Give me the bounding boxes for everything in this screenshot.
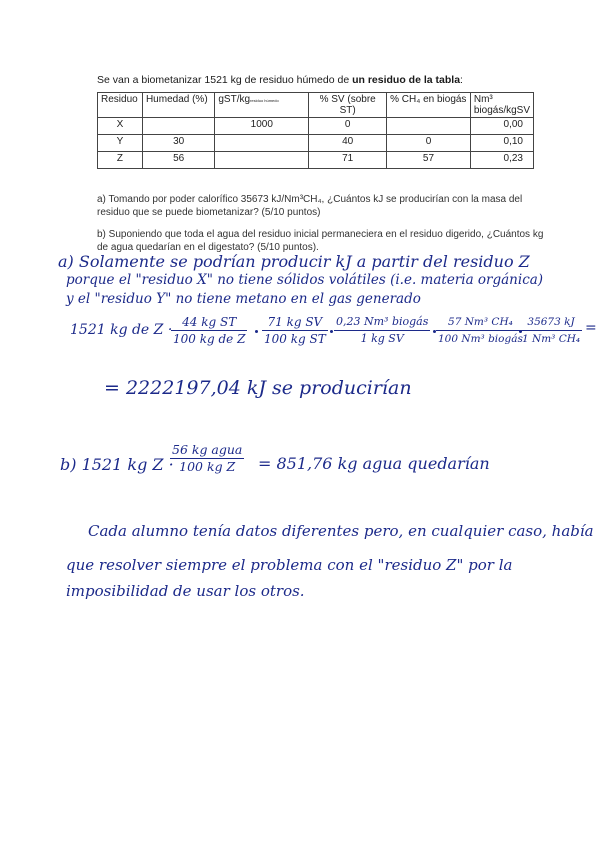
fraction-biogas-den: 1 kg SV [360,332,404,345]
header-sv: % SV (sobre ST) [309,93,387,118]
table-header-row [98,93,534,118]
header-humedad: Humedad (%) [142,93,214,118]
header-gst-kg-sub: residuo húmedo [250,98,279,103]
answer-a-line3: y el "residuo Y" no tiene metano en el gas generado [66,291,421,307]
table-cell: 56 [142,152,214,169]
table-cell [215,152,309,169]
fraction-kj-num: 35673 kJ [520,314,582,331]
answer-a-line1: a) Solamente se podrían producir kJ a partir del residuo Z [58,252,530,271]
problem-intro [97,74,567,87]
fraction-ch4-den: 100 Nm³ biogás [438,333,523,345]
fraction-st [171,314,247,347]
table-cell [142,118,214,135]
fraction-water-num: 56 kg agua [172,442,243,457]
table-cell [215,135,309,152]
fraction-water [170,442,244,475]
table-row [98,135,534,152]
fraction-biogas [334,314,430,347]
fraction-sv [262,314,328,347]
fraction-st-num: 44 kg ST [171,314,247,331]
header-gst-kg-label: gST/kg [218,94,251,105]
table-cell: 0 [309,118,387,135]
table-cell: 71 [309,152,387,169]
intro-colon: : [460,74,463,86]
table-cell: 40 [309,135,387,152]
multiply-dot [330,330,333,333]
table-cell: Y [98,135,143,152]
table-cell: 1000 [215,118,309,135]
question-a: a) Tomando por poder calorífico 35673 kJ/Nm³CH₄, ¿Cuántos kJ se producirían con la masa del residuo que se puede biometanizar? (5/10 puntos) [97,194,523,218]
answer-a-line2: porque el "residuo X" no tiene sólidos volátiles (i.e. materia orgánica) [66,272,544,288]
table-cell: 57 [387,152,471,169]
table-cell: 0,23 [470,152,533,169]
answer-b-result: = 851,76 kg agua quedarían [258,454,490,473]
intro-bold: un residuo de la tabla [352,74,461,86]
table-cell: 0,00 [470,118,533,135]
question-b: b) Suponiendo que toda el agua del residuo inicial permaneciera en el residuo digerido, ¿Cuántos kg de agua quedarían en el digestato? (5/10 puntos). [97,229,544,253]
table-cell: 0 [387,135,471,152]
fraction-biogas-num: 0,23 Nm³ biogás [334,314,430,331]
answer-a-start: 1521 kg de Z · [70,322,173,338]
note-line3: imposibilidad de usar los otros. [66,582,305,600]
table-cell [387,118,471,135]
header-biogas: Nm³ biogás/kgSV [470,93,533,118]
fraction-sv-num: 71 kg SV [262,314,328,331]
fraction-kj [520,314,582,347]
fraction-water-den: 100 kg Z [179,459,236,474]
table-cell: X [98,118,143,135]
table-row [98,152,534,169]
note-line2: que resolver siempre el problema con el "residuo Z" por la [66,556,513,574]
header-ch4: % CH₄ en biogás [387,93,471,118]
note-line1: Cada alumno tenía datos diferentes pero, en cualquier caso, había [88,522,594,540]
header-gst-kg [215,93,309,118]
table-row [98,118,534,135]
table-cell: 30 [142,135,214,152]
fraction-ch4-num: 57 Nm³ CH₄ [436,314,525,331]
answer-a-result: = 2222197,04 kJ se producirían [104,377,412,399]
fraction-ch4 [436,314,525,347]
header-residuo: Residuo [98,93,143,118]
residue-table [97,92,534,169]
fraction-sv-den: 100 kg ST [264,332,326,346]
intro-text: Se van a biometanizar 1521 kg de residuo húmedo de [97,74,350,86]
answer-b-start: b) 1521 kg Z · [60,455,174,474]
fraction-kj-den: 1 Nm³ CH₄ [522,333,581,345]
multiply-dot [255,330,258,333]
fraction-st-den: 100 kg de Z [173,332,246,346]
table-cell: 0,10 [470,135,533,152]
equals-sign: = [585,320,597,336]
table-cell: Z [98,152,143,169]
